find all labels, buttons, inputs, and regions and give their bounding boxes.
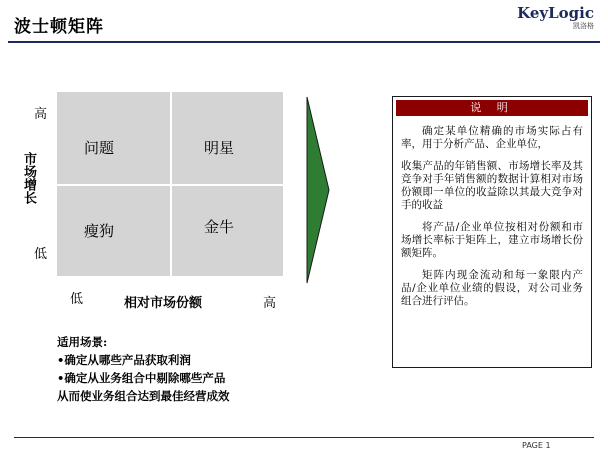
x-axis-high-label: 高 [263,296,277,311]
y-axis-low-label: 低 [34,247,48,262]
quadrant-dog: 瘦狗 [84,222,115,240]
usage-line: 从而使业务组合达到最佳经营成效 [57,389,230,403]
explanation-paragraph: 将产品/企业单位按相对份额和市场增长率标于矩阵上，建立市场增长份额矩阵。 [401,221,583,259]
company-logo [517,4,594,31]
usage-scenarios [57,333,230,405]
logo-subtitle: 凯洛格 [573,22,594,30]
y-axis-high-label: 高 [34,107,48,122]
x-axis-low-label: 低 [70,292,84,307]
y-axis-title: 市场增长 [21,152,36,204]
logo-wordmark: KeyLogic [517,4,594,22]
explanation-paragraph: 收集产品的年销售额、市场增长率及其竞争对手年销售额的数据计算相对市场份额即一单位的收益除以其最大竞争对手的收益 [401,160,583,211]
footer-divider [14,437,594,438]
quadrant-cash-cow: 金牛 [204,218,235,236]
usage-title: 适用场景: [57,335,108,349]
arrow-right-icon [306,96,330,288]
explanation-heading: 说 明 [396,100,588,116]
explanation-paragraph: 确定某单位精确的市场实际占有率，用于分析产品、企业单位， [401,125,583,150]
usage-line: •确定从哪些产品获取利润 [57,353,191,367]
page-title: 波士顿矩阵 [14,17,104,37]
x-axis-title: 相对市场份额 [124,296,203,311]
bcg-matrix [57,92,283,276]
quadrant-question-mark: 问题 [84,139,115,157]
explanation-paragraph: 矩阵内现金流动和每一象限内产品/企业单位业绩的假设，对公司业务组合进行评估。 [401,269,583,307]
explanation-box [392,96,592,368]
page-number: PAGE 1 [522,441,551,450]
title-divider [8,41,600,43]
matrix-horizontal-divider [57,184,283,186]
usage-line: •确定从业务组合中剔除哪些产品 [57,371,226,385]
quadrant-star: 明星 [204,139,235,157]
